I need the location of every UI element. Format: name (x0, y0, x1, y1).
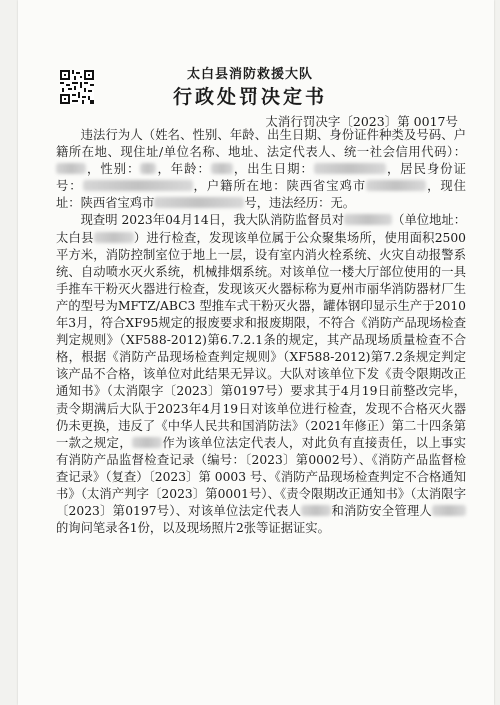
facts-intro: 现查明 2023年04月14日，我大队消防监督员对 (80, 213, 345, 228)
redaction (83, 180, 193, 191)
document-number: 太消行罚决字〔2023〕第 0017号 (265, 114, 458, 129)
redaction (366, 180, 426, 191)
facts-manager-label: 和消防安全管理人 (331, 504, 432, 519)
facts-evidence: 作为该单位法定代表人，对此负有直接责任，以上事实有消防产品监督检查记录（编号：〔2023〕第0002号）、《消防产品监督检查记录》（复查）〔2023〕第 0003 号、《消防产品现场检查判定不合格通知书》（太消产判字〔2023〕第0001号）、《责令限期改正通知书》（太消限字〔2023〕第0197号）、对该单位法定代表人 (56, 435, 466, 519)
offender-age-label: ，年龄： (156, 162, 211, 177)
issuer-name: 太白县消防救援大队 (186, 67, 313, 82)
redaction (140, 163, 156, 174)
facts-paragraph (56, 212, 466, 537)
offender-paragraph (56, 127, 466, 212)
redaction (154, 197, 244, 208)
redaction (301, 505, 331, 516)
offender-intro: 违法行为人（姓名、性别、年龄、出生日期、身份证件种类及号码、户籍所在地、现住址/单位名称、地址、法定代表人、统一社会信用代码）： (56, 128, 466, 160)
facts-closing: 的询问笔录各1份，以及现场照片2张等证据证实。 (56, 521, 330, 536)
document-body (56, 127, 466, 537)
offender-hometown-label: ，户籍所在地：陕西省宝鸡市 (192, 179, 367, 194)
offender-history: 号，违法经历：无。 (244, 196, 356, 211)
facts-body: ）进行检查，发现该单位属于公众聚集场所，使用面积2500 平方米，消防控制室位于地上一层，设有室内消火栓系统、火灾自动报警系统、自动喷水灭火系统，机械排烟系统。对该单位一楼大厅部位使用的一具手推车干粉灭火器进行检查，发现该灭火器标称为夏州市丽华消防器材厂生产的型号为MFTZ/ABC3 型推车式干粉灭火器，罐体钢印显示生产于2010年3月，符合XF95规定的报废要求和报废期限，不符合《消防产品现场检查判定规则》（XF588-2012)第6.7.2.1条的规定，其产品现场质量检查不合格，根据《消防产品现场检查判定规则》（XF588-2012)第7.2条规定判定该产品不合格，该单位对此结果无异议。大队对该单位下发《责令限期改正通知书》（太消限字〔2023〕第0197号）要求其于4月19日前整改完毕，责令期满后大队于2023年4月19日对该单位进行检查，发现不合格灭火器仍未更换，违反了《中华人民共和国消防法》（2021年修正）第二十四条第一款之规定， (56, 230, 466, 450)
redaction (56, 163, 86, 174)
offender-birth-label: ，出生日期： (232, 162, 314, 177)
document-title: 行政处罚决定书 (172, 86, 327, 108)
redaction (314, 163, 386, 174)
offender-id-label: ，居民身份证号： (56, 162, 466, 194)
redaction (94, 232, 134, 243)
redaction (211, 163, 233, 174)
facts-address-label: （单位地址：太白县 (56, 213, 466, 245)
offender-gender-label: ，性别： (86, 162, 141, 177)
redaction (344, 214, 392, 225)
redaction (132, 437, 162, 448)
redaction (432, 505, 466, 516)
offender-address-label: ，现住址：陕西省宝鸡市 (56, 179, 466, 211)
